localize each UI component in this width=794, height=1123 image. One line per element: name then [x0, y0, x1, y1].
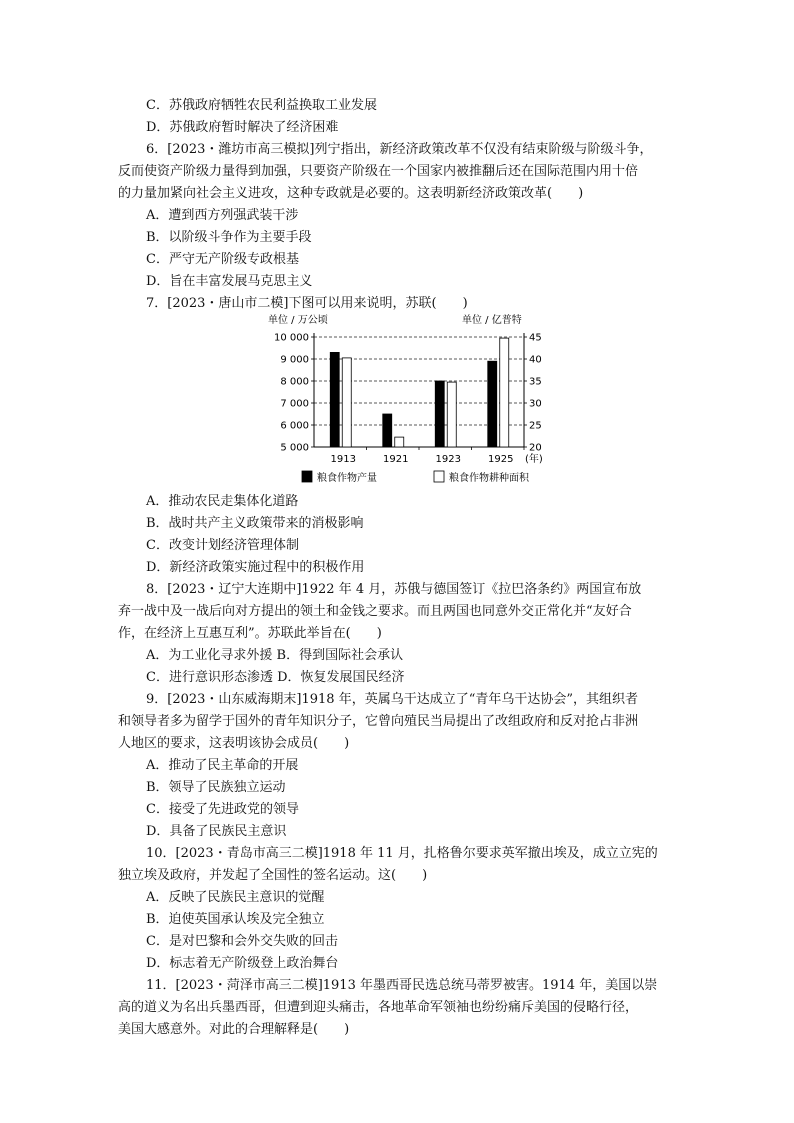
bar-production-1925: [488, 361, 497, 447]
left-tick-label: 5 000: [280, 442, 309, 454]
question-11-stem-2: 高的道义为名出兵墨西哥，但遭到迎头痛击，各地革命军领袖也纷纷痛斥美国的侵略行径，: [118, 1000, 639, 1015]
left-tick-label: 8 000: [280, 376, 309, 388]
left-tick-label: 6 000: [280, 420, 309, 432]
right-tick-label: 25: [529, 420, 542, 432]
x-tick-label: 1921: [383, 454, 409, 465]
question-7-stem: 7．[2023・唐山市二模]下图可以用来说明，苏联( ): [146, 296, 468, 311]
x-tick-label: 1923: [435, 454, 461, 465]
bar-production-1923: [435, 381, 444, 447]
right-tick-label: 35: [529, 376, 542, 388]
x-axis-unit: (年): [525, 454, 543, 465]
question-8-stem: 8．[2023・辽宁大连期中]1922 年 4 月，苏俄与德国签订《拉巴洛条约》两国宣布放: [146, 582, 642, 597]
question-8-stem-2: 弃一战中及一战后向对方提出的领土和金钱之要求。而且两国也同意外交正常化并“友好合: [118, 604, 632, 619]
left-tick-label: 9 000: [280, 354, 309, 366]
option-10c: C．是对巴黎和会外交失败的回击: [146, 934, 338, 949]
option-5d: D．苏俄政府暂时解决了经济困难: [146, 120, 339, 135]
option-6d: D．旨在丰富发展马克思主义: [146, 274, 313, 289]
legend-label-production: 粮食作物产量: [317, 473, 377, 484]
question-10-stem: 10．[2023・青岛市高三二模]1918 年 11 月，扎格鲁尔要求英军撤出埃及，成立立宪的: [146, 846, 658, 861]
x-tick-label: 1913: [330, 454, 356, 465]
option-10d: D．标志着无产阶级登上政治舞台: [146, 956, 339, 971]
bar-area-1923: [447, 382, 456, 447]
question-6-stem: 6．[2023・潍坊市高三模拟]列宁指出，新经济政策改革不仅没有结束阶级与阶级斗争，: [146, 142, 653, 157]
right-tick-label: 20: [529, 442, 542, 454]
option-9d: D．具备了民族民主意识: [146, 824, 287, 839]
option-7d: D．新经济政策实施过程中的积极作用: [146, 560, 365, 575]
left-axis-label: 单位 / 万公顷: [268, 315, 328, 326]
options-8ab: A．为工业化寻求外援 B．得到国际社会承认: [146, 648, 404, 663]
option-7a: A．推动农民走集体化道路: [146, 494, 299, 509]
option-7c: C．改变计划经济管理体制: [146, 538, 299, 553]
question-8-stem-3: 作，在经济上互惠互利”。苏联此举旨在( ): [118, 626, 382, 641]
question-9-stem-2: 和领导者多为留学于国外的青年知识分子，它曾向殖民当局提出了改组政府和反对抢占非洲: [118, 714, 639, 729]
bar-area-1921: [395, 437, 404, 447]
bar-area-1913: [342, 358, 351, 447]
option-9c: C．接受了先进政党的领导: [146, 802, 299, 817]
x-tick-label: 1925: [488, 454, 514, 465]
option-5c: C．苏俄政府牺牲农民利益换取工业发展: [146, 98, 377, 113]
bar-area-1925: [500, 338, 509, 447]
options-8cd: C．进行意识形态渗透 D．恢复发展国民经济: [146, 670, 405, 685]
right-tick-label: 30: [529, 398, 542, 410]
option-7b: B．战时共产主义政策带来的消极影响: [146, 516, 364, 531]
option-10a: A．反映了民族民主意识的觉醒: [146, 890, 325, 905]
left-tick-label: 7 000: [280, 398, 309, 410]
option-6c: C．严守无产阶级专政根基: [146, 252, 299, 267]
question-9-stem: 9．[2023・山东威海期末]1918 年，英属乌干达成立了“青年乌干达协会”，其组织者: [146, 692, 639, 707]
bar-chart: [262, 310, 562, 490]
question-10-stem-2: 独立埃及政府，并发起了全国性的签名运动。这( ): [118, 868, 428, 883]
option-10b: B．迫使英国承认埃及完全独立: [146, 912, 325, 927]
legend-swatch-area: [434, 471, 444, 482]
option-6b: B．以阶级斗争作为主要手段: [146, 230, 312, 245]
bar-production-1913: [330, 352, 339, 447]
right-tick-label: 40: [529, 354, 542, 366]
left-tick-label: 10 000: [274, 332, 309, 344]
legend-swatch-production: [302, 471, 312, 482]
right-tick-label: 45: [529, 332, 542, 344]
question-11-stem: 11．[2023・菏泽市高三二模]1913 年墨西哥民选总统马蒂罗被害。1914 年，美国以崇: [146, 978, 658, 993]
right-axis-label: 单位 / 亿普特: [462, 315, 522, 326]
bar-production-1921: [383, 414, 392, 447]
question-11-stem-3: 美国大感意外。对此的合理解释是( ): [118, 1022, 350, 1037]
question-6-stem-2: 反而使资产阶级力量得到加强，只要资产阶级在一个国家内被推翻后还在国际范围内用十倍: [118, 164, 639, 179]
question-6-stem-3: 的力量加紧向社会主义进攻，这种专政就是必要的。这表明新经济政策改革( ): [118, 186, 584, 201]
question-9-stem-3: 人地区的要求，这表明该协会成员( ): [118, 736, 350, 751]
legend-label-area: 粮食作物耕种面积: [449, 473, 529, 484]
option-6a: A．遭到西方列强武装干涉: [146, 208, 299, 223]
option-9b: B．领导了民族独立运动: [146, 780, 286, 795]
option-9a: A．推动了民主革命的开展: [146, 758, 299, 773]
